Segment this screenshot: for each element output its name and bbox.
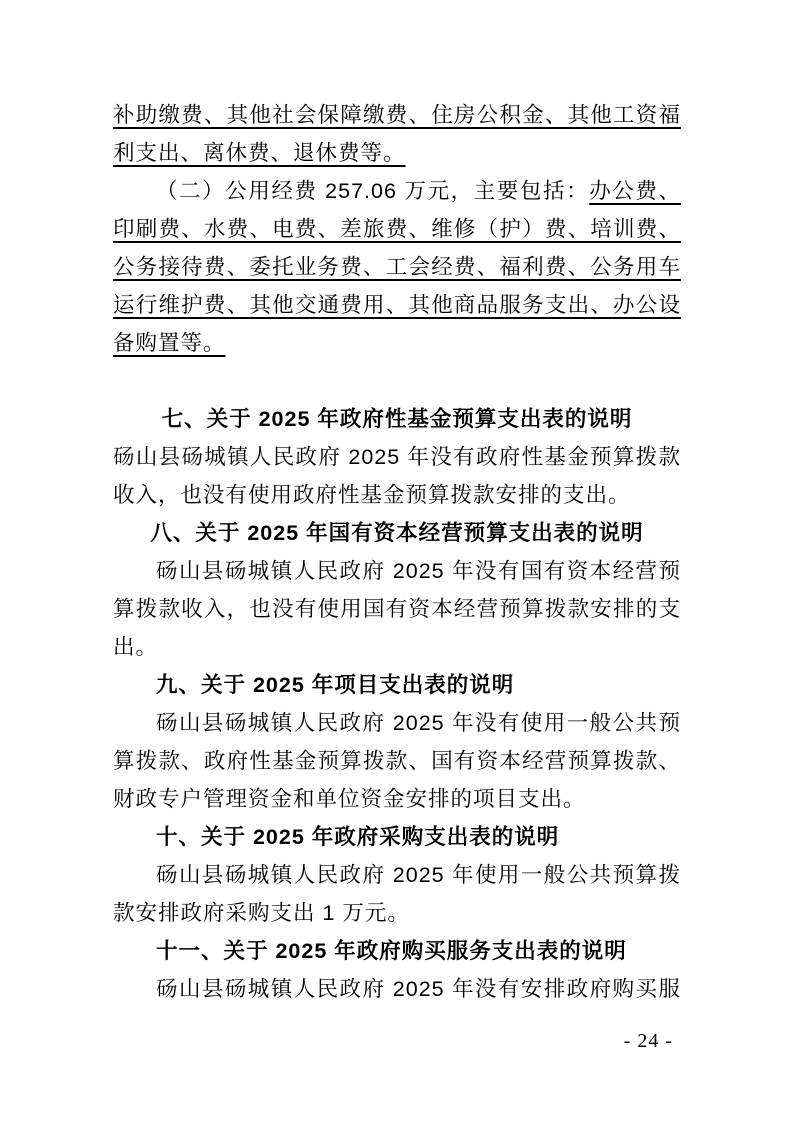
underlined-text: 备购置等。 bbox=[113, 331, 226, 355]
carryover-line-2 bbox=[113, 134, 681, 172]
underlined-text: 公务接待费、委托业务费、工会经费、福利费、公务用车 bbox=[113, 255, 681, 279]
underlined-text: 利支出、离休费、退休费等。 bbox=[113, 141, 406, 165]
section-10-body-line-1: 砀山县砀城镇人民政府 2025 年使用一般公共预算拨 bbox=[156, 863, 681, 887]
blank-line bbox=[113, 362, 681, 400]
carryover-line-1 bbox=[113, 96, 681, 134]
public-funds-line-2 bbox=[113, 210, 681, 248]
public-funds-line-3 bbox=[113, 248, 681, 286]
section-11-heading: 十一、关于 2025 年政府购买服务支出表的说明 bbox=[156, 939, 627, 963]
section-10-heading: 十、关于 2025 年政府采购支出表的说明 bbox=[156, 825, 560, 849]
underlined-text: 印刷费、水费、电费、差旅费、维修（护）费、培训费、 bbox=[113, 217, 681, 241]
document-body bbox=[113, 96, 681, 1008]
section-8-body-line-2: 算拨款收入，也没有使用国有资本经营预算拨款安排的支 bbox=[113, 597, 681, 621]
section-8-heading: 八、关于 2025 年国有资本经营预算支出表的说明 bbox=[150, 521, 644, 545]
underlined-text: 补助缴费、其他社会保障缴费、住房公积金、其他工资福 bbox=[113, 103, 681, 127]
section-10-body-line-2: 款安排政府采购支出 1 万元。 bbox=[113, 901, 410, 925]
section-9-body-line-1: 砀山县砀城镇人民政府 2025 年没有使用一般公共预 bbox=[156, 711, 681, 735]
section-11-body-line-1: 砀山县砀城镇人民政府 2025 年没有安排政府购买服 bbox=[156, 977, 681, 1001]
section-8-body-line-3: 出。 bbox=[113, 635, 159, 659]
section-9-heading: 九、关于 2025 年项目支出表的说明 bbox=[156, 673, 515, 697]
underlined-text: 运行维护费、其他交通费用、其他商品服务支出、办公设 bbox=[113, 293, 681, 317]
section-8-body-line-1: 砀山县砀城镇人民政府 2025 年没有国有资本经营预 bbox=[156, 559, 681, 583]
section-7-body-line-1: 砀山县砀城镇人民政府 2025 年没有政府性基金预算拨款 bbox=[113, 445, 681, 469]
section-7-body-line-2: 收入，也没有使用政府性基金预算拨款安排的支出。 bbox=[113, 483, 631, 507]
plain-text: （二）公用经费 257.06 万元，主要包括： bbox=[156, 179, 590, 203]
public-funds-line-4 bbox=[113, 286, 681, 324]
public-funds-line-5 bbox=[113, 324, 681, 362]
section-7-heading: 七、关于 2025 年政府性基金预算支出表的说明 bbox=[161, 407, 633, 431]
section-9-body-line-2: 算拨款、政府性基金预算拨款、国有资本经营预算拨款、 bbox=[113, 749, 681, 773]
section-9-body-line-3: 财政专户管理资金和单位资金安排的项目支出。 bbox=[113, 787, 586, 811]
page-number: - 24 - bbox=[623, 1030, 673, 1052]
underlined-text: 办公费、 bbox=[589, 179, 681, 203]
public-funds-line-1 bbox=[113, 172, 681, 210]
